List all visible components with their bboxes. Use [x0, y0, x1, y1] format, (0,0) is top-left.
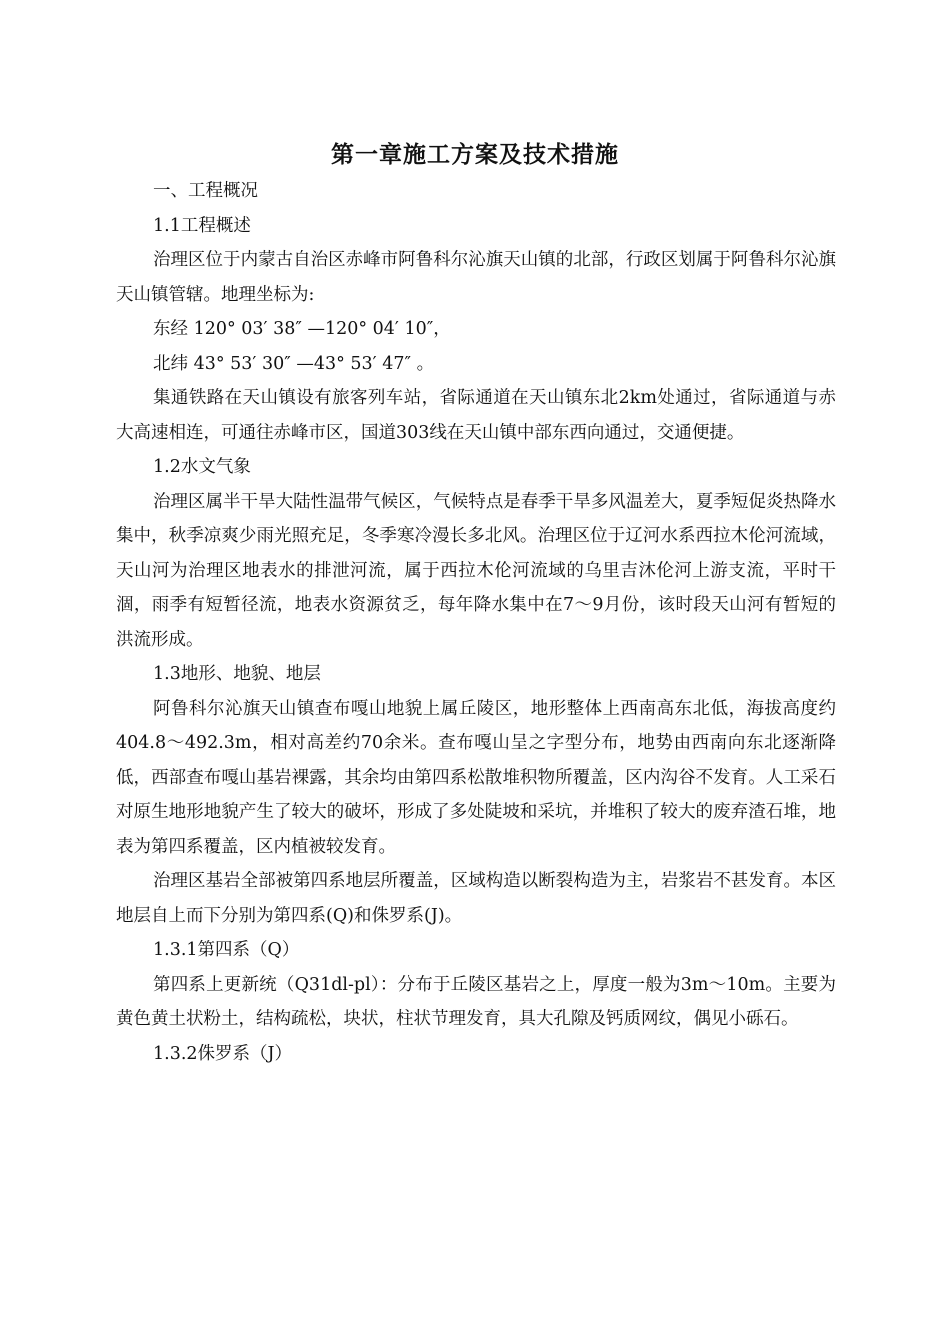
subsection-heading-1-3: 1.3地形、地貌、地层 — [153, 664, 321, 684]
paragraph-climate: 治理区属半干旱大陆性温带气候区，气候特点是春季干旱多风温差大，夏季短促炎热降水集中，秋季凉爽少雨光照充足，冬季寒冷漫长多北风。治理区位于辽河水系西拉木伦河流域，天山河为治理区地表水的排泄河流，属于西拉木伦河流域的乌里吉沐伦河上游支流，平时干涸，雨季有短暂径流，地表水资源贫乏，每年降水集中在7～9月份，该时段天山河有暂短的洪流形成。 — [116, 491, 836, 650]
subsection-heading-1-1: 1.1工程概述 — [153, 215, 251, 236]
paragraph-transport: 集通铁路在天山镇设有旅客列车站，省际通道在天山镇东北2km处通过，省际通道与赤大高速相连，可通往赤峰市区，国道303线在天山镇中部东西向通过，交通便捷。 — [116, 388, 836, 443]
document-body — [116, 174, 836, 1071]
section-heading-overview: 一、工程概况 — [153, 181, 258, 201]
subsection-heading-1-2: 1.2水文气象 — [153, 457, 251, 477]
paragraph-strata: 治理区基岩全部被第四系地层所覆盖，区域构造以断裂构造为主，岩浆岩不甚发育。本区地层自上而下分别为第四系(Q)和侏罗系(J)。 — [116, 871, 836, 926]
subsection-heading-1-3-1: 1.3.1第四系（Q） — [153, 940, 300, 960]
paragraph-quaternary: 第四系上更新统（Q31dl-pl）：分布于丘陵区基岩之上，厚度一般为3m～10m。主要为黄色黄土状粉土，结构疏松，块状，柱状节理发育，具大孔隙及钙质网纹，偶见小砾石。 — [116, 974, 836, 1029]
paragraph-latitude: 北纬 43° 53′ 30″ —43° 53′ 47″ 。 — [153, 353, 435, 374]
paragraph-location: 治理区位于内蒙古自治区赤峰市阿鲁科尔沁旗天山镇的北部，行政区划属于阿鲁科尔沁旗天山镇管辖。地理坐标为: — [116, 250, 836, 305]
paragraph-longitude: 东经 120° 03′ 38″ —120° 04′ 10″， — [153, 319, 451, 339]
subsection-heading-1-3-2: 1.3.2侏罗系（J） — [153, 1043, 293, 1064]
paragraph-terrain: 阿鲁科尔沁旗天山镇查布嘎山地貌上属丘陵区，地形整体上西南高东北低，海拔高度约404.8～492.3m，相对高差约70余米。查布嘎山呈之字型分布，地势由西南向东北逐渐降低，西部查布嘎山基岩裸露，其余均由第四系松散堆积物所覆盖，区内沟谷不发育。人工采石对原生地形地貌产生了较大的破坏，形成了多处陡坡和采坑，并堆积了较大的废弃渣石堆，地表为第四系覆盖，区内植被较发育。 — [116, 698, 836, 857]
page-title: 第一章施工方案及技术措施 — [331, 142, 619, 168]
